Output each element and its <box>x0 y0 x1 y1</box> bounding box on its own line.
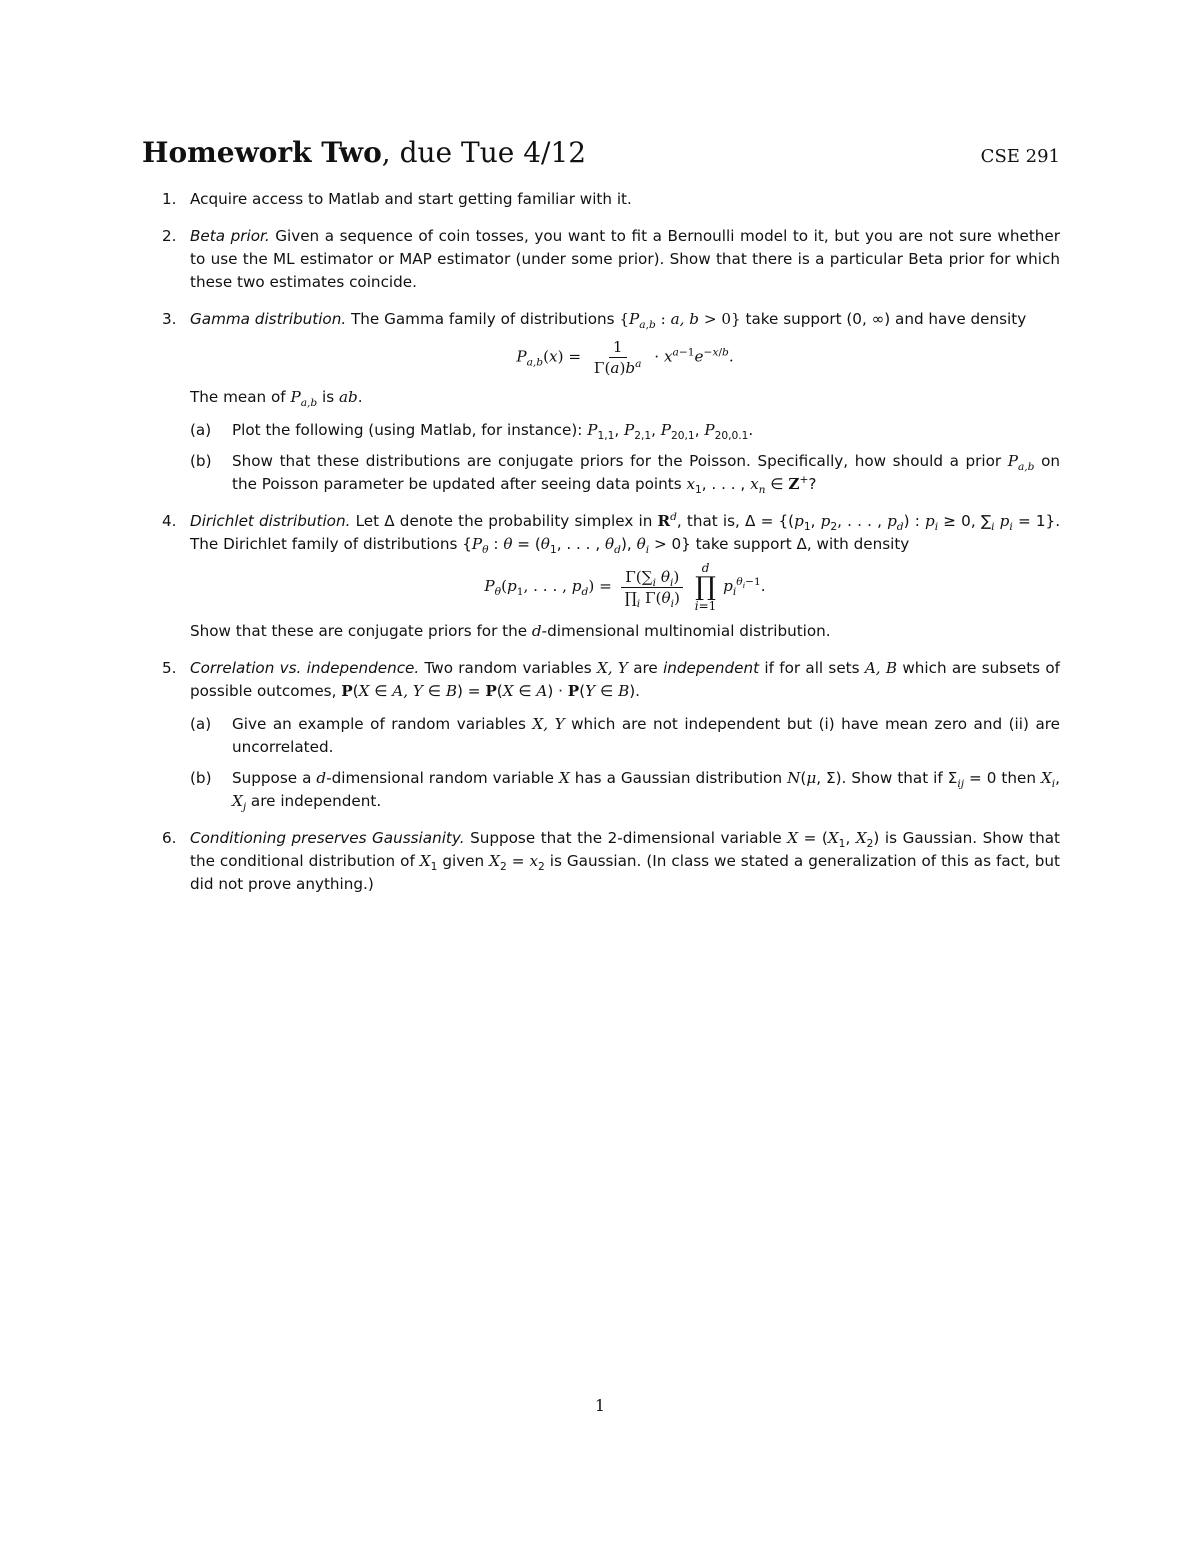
text: . <box>357 388 363 406</box>
course-code: CSE 291 <box>980 146 1060 167</box>
problem-text: Two random variables <box>419 659 597 677</box>
problem-text: take support (0, ∞) and have density <box>740 310 1027 328</box>
subproblem-text: on the Poisson parameter be updated after seeing data points <box>232 452 1061 493</box>
problem-1 <box>142 188 1060 211</box>
subproblem-text: Plot the following (using Matlab, for instance): <box>232 421 588 439</box>
problem-heading: Beta prior. <box>190 227 270 245</box>
gamma-mean: The mean of $P_{a,b}$ is ab. <box>190 388 363 410</box>
problem-text: given <box>437 852 490 870</box>
problem-text: are <box>627 659 664 677</box>
problem-number: 5. <box>162 659 177 677</box>
problem-text: , that is, Δ = {( <box>676 512 795 530</box>
dirichlet-closing: Show that these are conjugate priors for the d-dimensional multinomial distribution. <box>190 622 831 640</box>
problem-2 <box>142 225 1060 294</box>
problem-text: Let Δ denote the probability simplex in <box>350 512 658 530</box>
page-title <box>142 136 586 169</box>
problem-text: Suppose that the 2-dimensional variable <box>464 829 788 847</box>
page-number: 1 <box>594 1396 606 1415</box>
subproblem-text: . Show that if <box>841 769 948 787</box>
subproblem-text: Give an example of random variables <box>232 715 533 733</box>
problem-number: 4. <box>162 512 177 530</box>
problem-text: is Gaussian. (In class we stated a generalization of this as fact, but did not prove anything.) <box>190 852 1060 893</box>
problem-text: if for all sets <box>759 659 865 677</box>
dirichlet-density-equation: $P_\theta(p_1$, . . . , $p_d$) = $\frac{\Gamma(\sum_i \theta_i)}{\prod_i \Gamma(\theta_i)}$ d ∏ i=1 $p_i^{\theta_i-1}$. <box>484 561 766 613</box>
problem-heading: Gamma distribution. <box>190 310 347 328</box>
problem-number: 3. <box>162 310 177 328</box>
subproblem-label: (a) <box>190 421 212 439</box>
problem-heading: Correlation vs. independence. <box>190 659 420 677</box>
subproblem-3a: (a) Plot the following (using Matlab, for instance): $P_{1,1}$, $P_{2,1}$, $P_{20,1}$, $P_{20,0.1}$. <box>190 421 754 443</box>
problem-text: Acquire access to Matlab and start getting familiar with it. <box>190 190 632 208</box>
problem-text: The Gamma family of distributions <box>346 310 620 328</box>
subproblem-label: (b) <box>190 769 212 787</box>
document-header <box>142 136 1060 169</box>
problem-text: } take support Δ, with density <box>681 535 910 553</box>
title-bold: Homework Two <box>142 136 382 169</box>
subproblem-text: Suppose a <box>232 769 317 787</box>
subproblem-3b: (b) Show that these distributions are conjugate priors for the Poisson. Specifically, how should a prior $P_{a,b}$ on the Poisson parameter be updated after seeing data points $x_1$, . . . , $x_n$ ∈ Z+? <box>190 452 1061 497</box>
problem-text: which are subsets of possible outcomes, <box>190 659 1060 700</box>
title-rest: , due Tue 4/12 <box>381 136 587 169</box>
problem-text: independent <box>663 659 760 677</box>
problem-4: 4. Dirichlet distribution. Let Δ denote the probability simplex in $R^d$, that is, $\Delta = \{(p_1$, $p_2$, . . . , $p_d$) : $p_i \ge 0$, $\sum_i$ $p_i = 1$}. The Dirichlet family of distributions {$P_\theta$ : $\theta = (\theta_1$, . . . , $\theta_d$), $\theta_i > 0$} take support Δ, with density $P_\theta(p_1$, . . . , $p_d$) = $\frac{\Gamma(\sum_i \theta_i)}{\prod_i \Gamma(\theta_i)}$ d ∏ i=1 $p_i^{\theta_i-1}$. Show that these are conjugate priors for the d-dimensional multinomial distribution. <box>142 510 1060 643</box>
math-family: {$P_{a,b}$ : a, b > 0} <box>619 310 741 332</box>
text: Show that these are conjugate priors for the <box>190 622 532 640</box>
problem-text: Given a sequence of coin tosses, you want to fit a Bernoulli model to it, but you are not sure whether to use the ML estimator or MAP estimator (under some prior). Show that there is a particular Beta prior for which these two estimates coincide. <box>190 227 1060 291</box>
subproblem-text: then <box>996 769 1041 787</box>
gamma-density-equation: $P_{a,b}(x)$ = $\frac{1}{\Gamma(a)b^a}$ · $x^{a-1}e^{-x/b}$. <box>516 338 734 377</box>
subproblem-text: has a Gaussian distribution <box>569 769 788 787</box>
problem-text: is Gaussian. Show that the conditional distribution of <box>190 829 1060 870</box>
text: -dimensional multinomial distribution. <box>541 622 831 640</box>
problem-heading: Conditioning preserves Gaussianity. <box>190 829 465 847</box>
subproblem-5b: (b) Suppose a d-dimensional random variable X has a Gaussian distribution N(μ, Σ). Show that if $\Sigma_{ij} = 0$ then $X_i$, $X_j$ are independent. <box>190 769 1060 814</box>
subproblem-label: (a) <box>190 715 212 733</box>
problem-number: 6. <box>162 829 177 847</box>
text: is <box>317 388 339 406</box>
problem-text: . The Dirichlet family of distributions { <box>190 512 1061 553</box>
problem-number: 1. <box>162 190 177 208</box>
problem-text: ) : <box>903 512 925 530</box>
problem-3 <box>142 308 1060 496</box>
subproblem-text: which are not independent but (i) have mean zero and (ii) are uncorrelated. <box>232 715 1060 756</box>
problem-number: 2. <box>162 227 177 245</box>
subproblem-5a: (a) Give an example of random variables X, Y which are not independent but (i) have mean zero and (ii) are uncorrelated. <box>190 715 1060 756</box>
problem-5: 5. Correlation vs. independence. Two random variables X, Y are independent if for all sets A, B which are subsets of possible outcomes, P(X ∈ A, Y ∈ B) = P(X ∈ A) · P(Y ∈ B). (a) Give an example of random variables X, Y which are not independent but (i) have mean zero and (ii) are uncorrelated. (b) Suppose a d-dimensional random variable X has a Gaussian distribution N(μ, Σ). Show that if $\Sigma_{ij} = 0$ then $X_i$, $X_j$ are independent. <box>162 659 1060 814</box>
problem-list <box>142 188 1060 910</box>
subproblem-text: -dimensional random variable <box>326 769 559 787</box>
subproblem-label: (b) <box>190 452 212 470</box>
subproblem-text: are independent. <box>246 792 382 810</box>
subproblem-text: Show that these distributions are conjugate priors for the Poisson. Specifically, how should a prior <box>232 452 1008 470</box>
problem-6: 6. Conditioning preserves Gaussianity. Suppose that the 2-dimensional variable $X = (X_1$, $X_2$) is Gaussian. Show that the conditional distribution of $X_1$ given $X_2 = x_2$ is Gaussian. (In class we stated a generalization of this as fact, but did not prove anything.) <box>162 829 1060 893</box>
problem-heading: Dirichlet distribution. <box>190 512 351 530</box>
text: The mean of <box>190 388 291 406</box>
